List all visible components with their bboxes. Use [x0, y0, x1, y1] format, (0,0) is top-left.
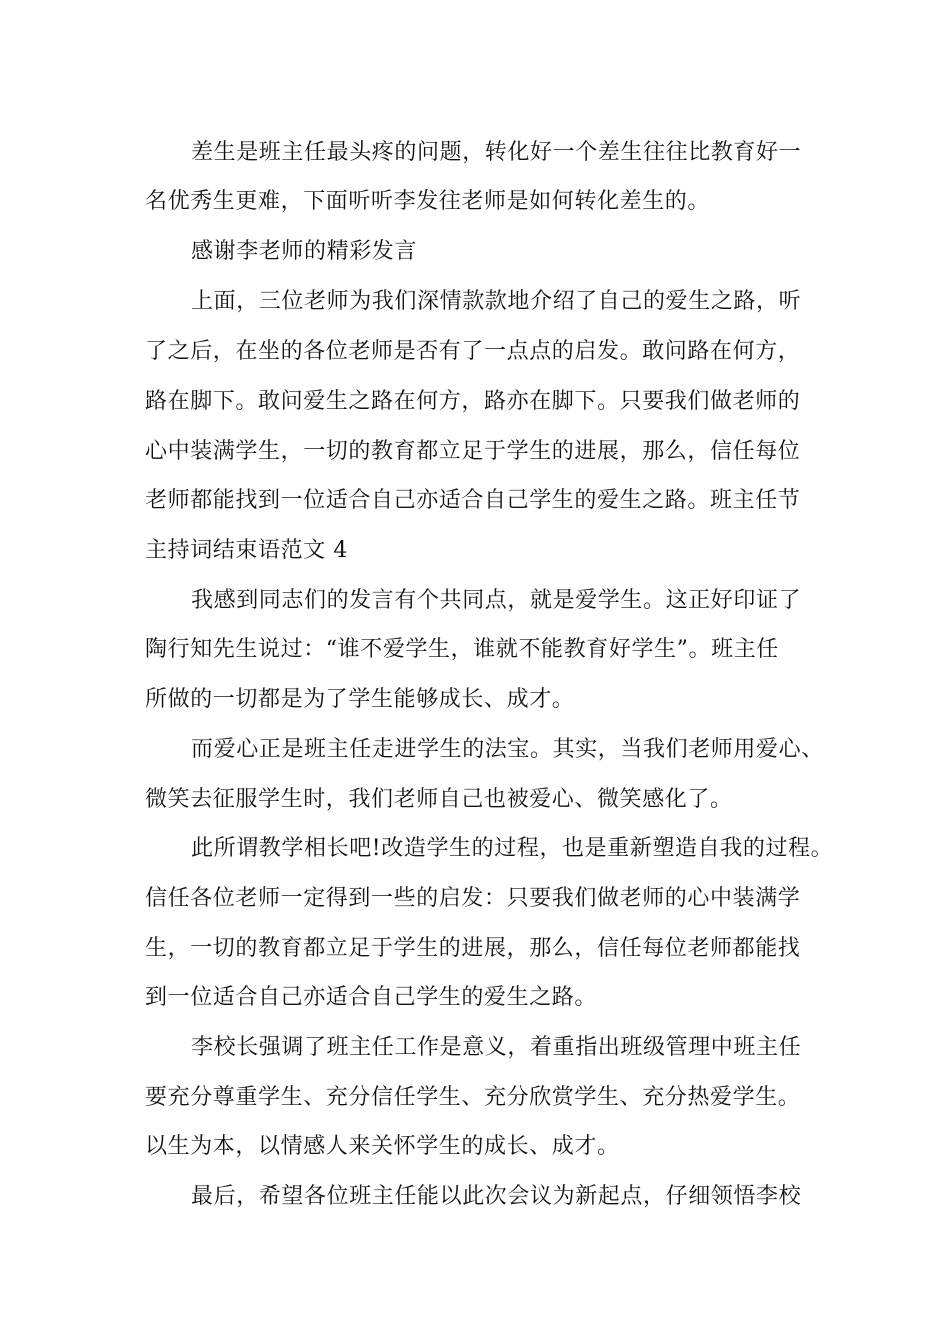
text-line: 李校长强调了班主任工作是意义，着重指出班级管理中班主任 [191, 1035, 802, 1060]
text-line: 感谢李老师的精彩发言 [191, 239, 418, 264]
text-line: 上面，三位老师为我们深情款款地介绍了自己的爱生之路，听 [191, 289, 802, 314]
text-line: 主持词结束语范文 4 [145, 538, 348, 563]
text-line: 此所谓教学相长吧!改造学生的过程，也是重新塑造自我的过程。 [191, 836, 834, 861]
text-line: 微笑去征服学生时，我们老师自己也被爱心、微笑感化了。 [145, 787, 733, 812]
text-line: 生，一切的教育都立足于学生的进展，那么，信任每位老师都能找 [145, 936, 801, 961]
text-line: 要充分尊重学生、充分信任学生、充分欣赏学生、充分热爱学生。 [145, 1085, 801, 1110]
text-line: 陶行知先生说过：“谁不爱学生，谁就不能教育好学生”。班主任 [145, 637, 779, 662]
text-line: 信任各位老师一定得到一些的启发：只要我们做老师的心中装满学 [145, 886, 801, 911]
text-line: 差生是班主任最头疼的问题，转化好一个差生往往比教育好一 [191, 140, 802, 165]
text-line: 我感到同志们的发言有个共同点，就是爱学生。这正好印证了 [191, 588, 802, 613]
text-line: 而爱心正是班主任走进学生的法宝。其实，当我们老师用爱心、 [191, 737, 824, 762]
text-line: 所做的一切都是为了学生能够成长、成才。 [145, 687, 575, 712]
text-line: 到一位适合自己亦适合自己学生的爱生之路。 [145, 985, 598, 1010]
text-line: 老师都能找到一位适合自己亦适合自己学生的爱生之路。班主任节 [145, 488, 801, 513]
text-line: 最后，希望各位班主任能以此次会议为新起点，仔细领悟李校 [191, 1184, 802, 1209]
text-line: 了之后，在坐的各位老师是否有了一点点的启发。敢问路在何方， [145, 339, 801, 364]
text-line: 心中装满学生，一切的教育都立足于学生的进展，那么，信任每位 [145, 439, 801, 464]
text-line: 名优秀生更难，下面听听李发往老师是如何转化差生的。 [145, 189, 711, 214]
text-line: 以生为本，以情感人来关怀学生的成长、成才。 [145, 1134, 620, 1159]
text-line: 路在脚下。敢问爱生之路在何方，路亦在脚下。只要我们做老师的 [145, 389, 801, 414]
